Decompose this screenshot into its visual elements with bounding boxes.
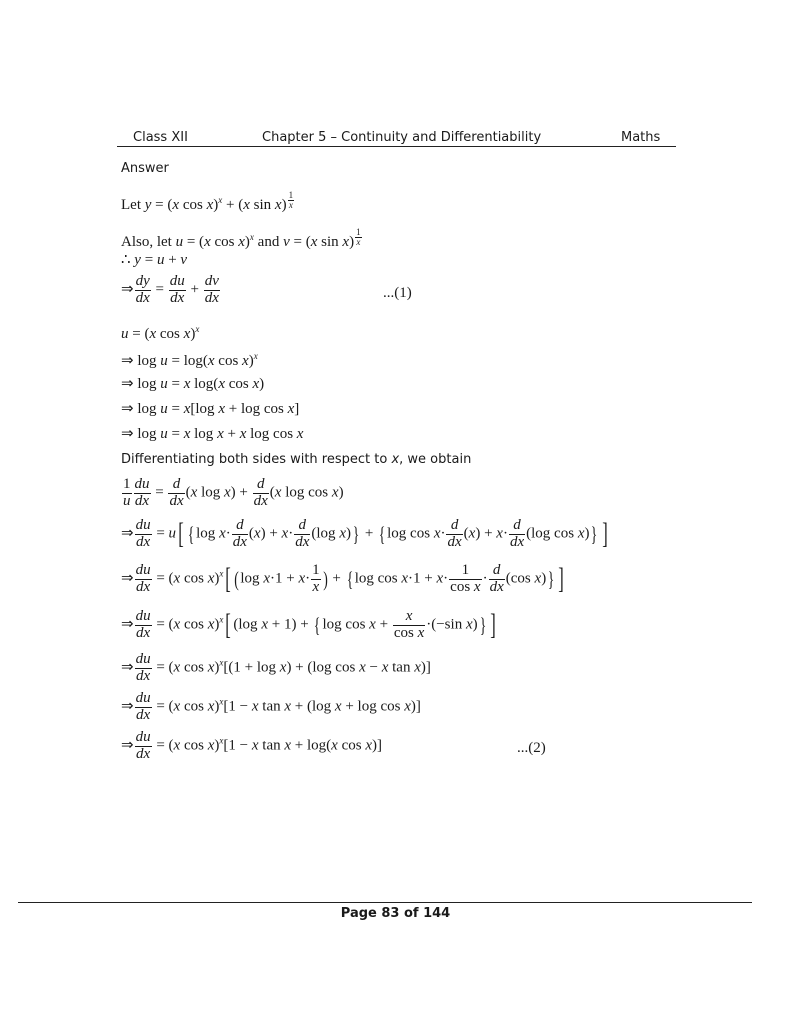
eq-diff-6: ⇒ $\frac{du}{dx}$ = (x cos x)$^x$[1 − x tan x + (log x + log cos x)] — [121, 690, 421, 723]
eq-diff-7: ⇒ $\frac{du}{dx}$ = (x cos x)$^x$[1 − x tan x + log(x cos x)] — [121, 729, 382, 762]
header-class: Class XII — [133, 130, 188, 145]
also-let-word: Also, let — [121, 234, 172, 250]
header-subject: Maths — [621, 130, 661, 145]
diff-sentence — [121, 452, 471, 467]
page-number: Page 83 of 144 — [340, 906, 451, 921]
eq-diff-4: ⇒ $\frac{du}{dx}$ = (x cos x)$^x$[ (log x + 1) + { log cos x + $\frac{x}{\text{cos x}}$ ·(−sin x)} ] — [121, 608, 496, 642]
eq-log-u-4: ⇒ log u = x log x + x log cos x — [121, 426, 304, 442]
and-word: and — [257, 234, 280, 250]
eq-also-let: Also, let u = (x cos x)$^x$ and v = (x sin x) $^{\frac{1}{x}}$ — [121, 227, 361, 250]
eq-log-u-1: ⇒ log u = log(x cos x)$^x$ — [121, 351, 258, 369]
eq-let-y: Let y = (x cos x)$^x$ + (x sin x) $^{\frac{1}{x}}$ — [121, 190, 294, 213]
equation-tag-1: ...(1) — [383, 285, 412, 301]
equation-tag-2: ...(2) — [517, 740, 546, 756]
eq-dydx: ⇒ $\frac{dy}{dx}$ = $\frac{du}{dx}$ + $\frac{dv}{dx}$ — [121, 273, 219, 306]
answer-label: Answer — [121, 161, 169, 176]
footer-rule — [18, 902, 752, 903]
eq-u-def: u = (x cos x)$^x$ — [121, 324, 200, 342]
eq-diff-2: ⇒ $\frac{du}{dx}$ = u[ { log x· $\frac{d}{dx}$ (x) + x· $\frac{d}{dx}$ (log x)} + { log cos x· $\frac{d}{dx}$ (x) + x· $\frac{d}{dx}$ (log cos x)} ] — [121, 517, 608, 551]
header-rule — [117, 146, 676, 147]
eq-diff-1: $\frac{1}{u}$ $\frac{du}{dx}$ = $\frac{d}{dx}$ (x log x) + $\frac{d}{dx}$ (x log cos x) — [123, 476, 344, 509]
diff-var: x — [391, 452, 400, 467]
diff-tail: , we obtain — [399, 452, 472, 467]
header-chapter: Chapter 5 – Continuity and Differentiability — [262, 130, 542, 145]
eq-diff-3: ⇒ $\frac{du}{dx}$ = (x cos x)$^x$[ (log x·1 + x· $\frac{1}{x}$ ) + { log cos x·1 + x· $\frac{1}{\text{cos x}}$ · $\frac{d}{dx}$ (cos x)} ] — [121, 562, 565, 596]
eq-log-u-2: ⇒ log u = x log(x cos x) — [121, 376, 265, 392]
let-word: Let — [121, 197, 141, 213]
eq-log-u-3: ⇒ log u = x[log x + log cos x] — [121, 401, 300, 417]
therefore-symbol: ∴ — [121, 252, 131, 268]
eq-diff-5: ⇒ $\frac{du}{dx}$ = (x cos x)$^x$[(1 + log x) + (log cos x − x tan x)] — [121, 651, 431, 684]
diff-text: Differentiating both sides with respect to — [121, 452, 392, 467]
eq-y-sum: ∴ y = u + v — [121, 252, 188, 268]
